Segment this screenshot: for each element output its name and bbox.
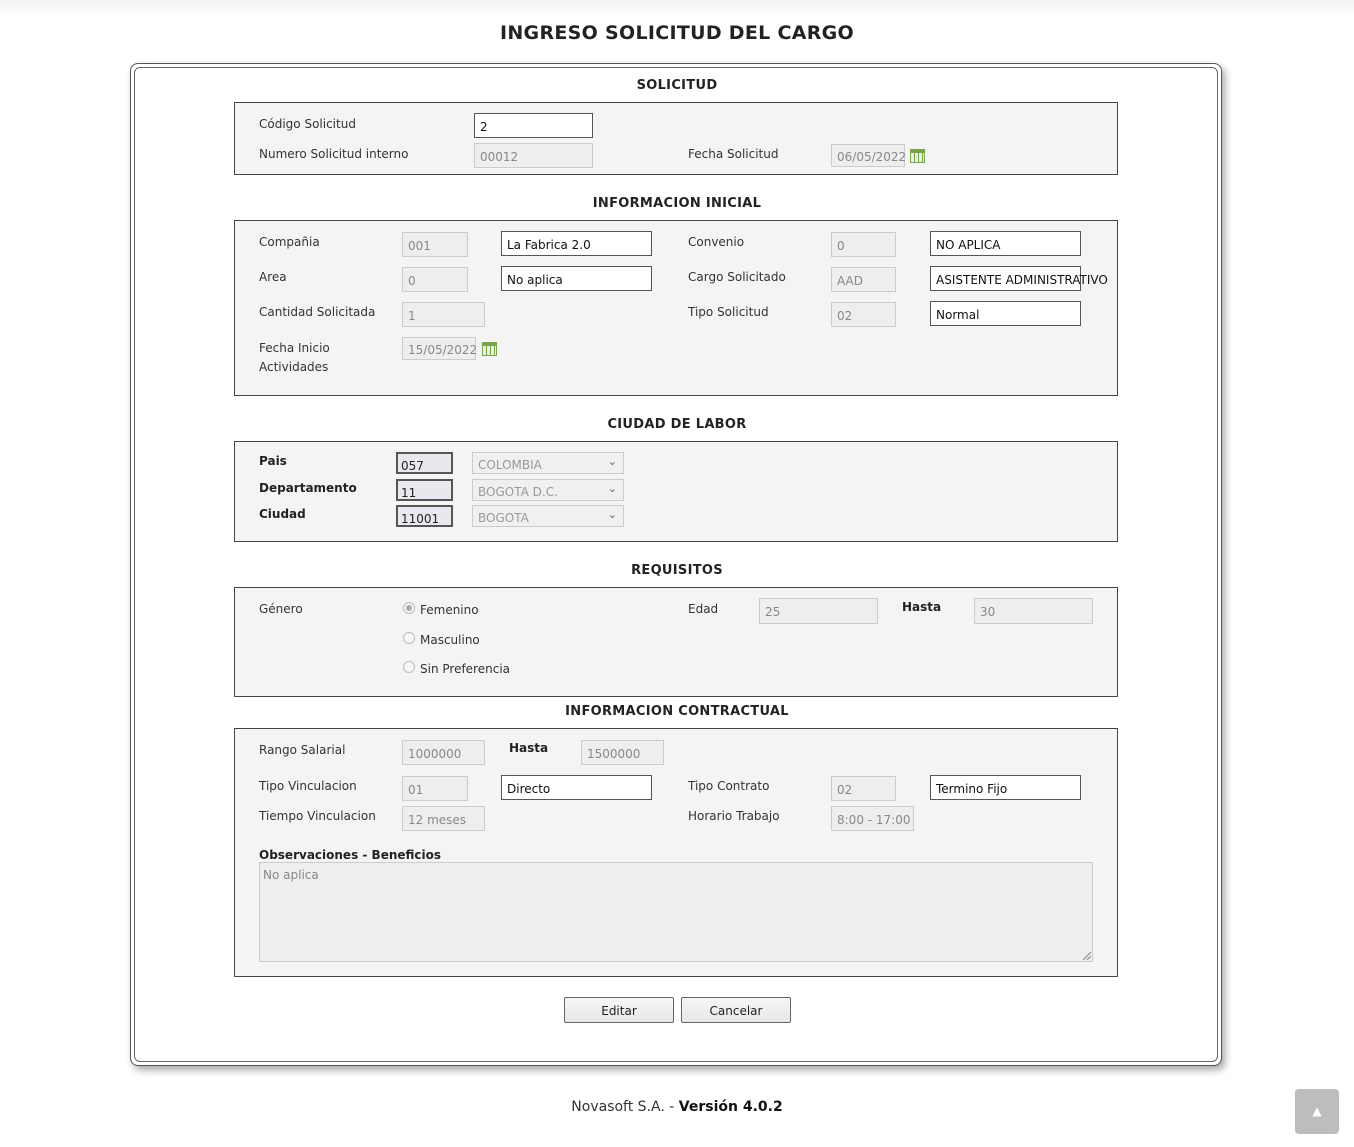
tipo-solicitud-name-input[interactable]: Normal (930, 301, 1081, 326)
chevron-down-icon: ⌄ (607, 482, 617, 495)
departamento-code-input[interactable]: 11 (396, 479, 453, 501)
codigo-solicitud-label: Código Solicitud (259, 117, 356, 131)
calendar-icon[interactable] (910, 149, 925, 163)
tipo-vinculacion-name-input[interactable]: Directo (501, 775, 652, 800)
section-title-requisitos: REQUISITOS (631, 563, 723, 578)
pais-code-input[interactable]: 057 (396, 452, 453, 474)
cancelar-button[interactable]: Cancelar (681, 997, 791, 1023)
area-name-input[interactable]: No aplica (501, 266, 652, 291)
pais-select-value: COLOMBIA (478, 458, 542, 472)
section-title-solicitud: SOLICITUD (636, 78, 718, 93)
edad-hasta-label: Hasta (902, 600, 942, 614)
section-title-contractual: INFORMACION CONTRACTUAL (565, 704, 789, 719)
convenio-name-input[interactable]: NO APLICA (930, 231, 1081, 256)
tiempo-vinculacion-field: 12 meses (402, 806, 485, 831)
fecha-inicio-field: 15/05/2022 (402, 337, 476, 360)
fecha-solicitud-label: Fecha Solicitud (688, 147, 779, 161)
observaciones-text: No aplica (263, 868, 319, 882)
numero-solicitud-label: Numero Solicitud interno (259, 147, 409, 161)
horario-trabajo-field: 8:00 - 17:00 (831, 806, 914, 831)
edad-hasta-field: 30 (974, 598, 1093, 624)
chevron-down-icon: ⌄ (607, 508, 617, 521)
pais-label: Pais (259, 454, 287, 468)
ciudad-code-input[interactable]: 11001 (396, 505, 453, 527)
cargo-name-input[interactable]: ASISTENTE ADMINISTRATIVO (930, 266, 1081, 291)
cargo-label: Cargo Solicitado (688, 270, 786, 284)
caret-up-icon: ▲ (1312, 1104, 1322, 1118)
genero-option-masculino: Masculino (420, 633, 480, 647)
convenio-label: Convenio (688, 235, 745, 249)
tiempo-vinculacion-label: Tiempo Vinculacion (259, 809, 376, 823)
area-label: Area (259, 270, 287, 284)
section-title-info-inicial: INFORMACION INICIAL (592, 196, 762, 211)
resize-grip-icon[interactable] (1083, 952, 1091, 960)
rango-salarial-label: Rango Salarial (259, 743, 346, 757)
tipo-solicitud-label: Tipo Solicitud (688, 305, 769, 319)
compania-name-input[interactable]: La Fabrica 2.0 (501, 231, 652, 256)
tipo-vinculacion-code-field: 01 (402, 776, 468, 801)
codigo-solicitud-input[interactable]: 2 (474, 113, 593, 138)
area-code-field: 0 (402, 267, 468, 292)
genero-label: Género (259, 602, 303, 616)
section-solicitud (234, 102, 1118, 175)
genero-radio-sin-preferencia[interactable] (403, 661, 415, 673)
fecha-solicitud-field: 06/05/2022 (831, 144, 905, 167)
observaciones-textarea[interactable] (259, 862, 1093, 962)
page-title: INGRESO SOLICITUD DEL CARGO (499, 22, 855, 44)
chevron-down-icon: ⌄ (607, 455, 617, 468)
tipo-contrato-name-input[interactable]: Termino Fijo (930, 775, 1081, 800)
compania-code-field: 001 (402, 232, 468, 257)
cantidad-label: Cantidad Solicitada (259, 305, 376, 319)
convenio-code-field: 0 (831, 232, 896, 257)
top-shadow (0, 0, 1354, 16)
edad-label: Edad (688, 602, 719, 616)
calendar-icon[interactable] (482, 342, 497, 356)
section-ciudad (234, 441, 1118, 542)
editar-button[interactable]: Editar (564, 997, 674, 1023)
footer (0, 1099, 1354, 1115)
footer-separator: - (669, 1099, 675, 1115)
tipo-contrato-code-field: 02 (831, 776, 896, 801)
edad-desde-field: 25 (759, 598, 878, 624)
genero-option-sin-preferencia: Sin Preferencia (420, 662, 510, 676)
tipo-solicitud-code-field: 02 (831, 302, 896, 327)
fecha-inicio-label: Fecha Inicio (259, 341, 330, 355)
footer-company: Novasoft S.A. (571, 1099, 665, 1115)
fecha-inicio-label-line2: Actividades (259, 360, 329, 374)
departamento-label: Departamento (259, 481, 357, 495)
footer-version: Versión 4.0.2 (678, 1099, 783, 1115)
section-title-ciudad: CIUDAD DE LABOR (607, 417, 747, 432)
observaciones-label: Observaciones - Beneficios (259, 848, 442, 862)
genero-option-femenino: Femenino (420, 603, 479, 617)
numero-solicitud-field: 00012 (474, 143, 593, 168)
departamento-select[interactable] (472, 479, 624, 501)
tipo-vinculacion-label: Tipo Vinculacion (259, 779, 357, 793)
genero-radio-masculino[interactable] (403, 632, 415, 644)
ciudad-select[interactable] (472, 505, 624, 527)
cargo-code-field: AAD (831, 267, 896, 292)
pais-select[interactable] (472, 452, 624, 474)
scroll-top-button[interactable] (1295, 1089, 1339, 1134)
genero-radio-femenino[interactable] (403, 602, 415, 614)
ciudad-select-value: BOGOTA (478, 511, 529, 525)
tipo-contrato-label: Tipo Contrato (688, 779, 770, 793)
departamento-select-value: BOGOTA D.C. (478, 485, 558, 499)
rango-desde-field: 1000000 (402, 740, 485, 765)
horario-trabajo-label: Horario Trabajo (688, 809, 780, 823)
ciudad-label: Ciudad (259, 507, 306, 521)
cantidad-field: 1 (402, 302, 485, 327)
compania-label: Compañia (259, 235, 320, 249)
rango-hasta-field: 1500000 (581, 740, 664, 765)
rango-hasta-label: Hasta (509, 741, 549, 755)
